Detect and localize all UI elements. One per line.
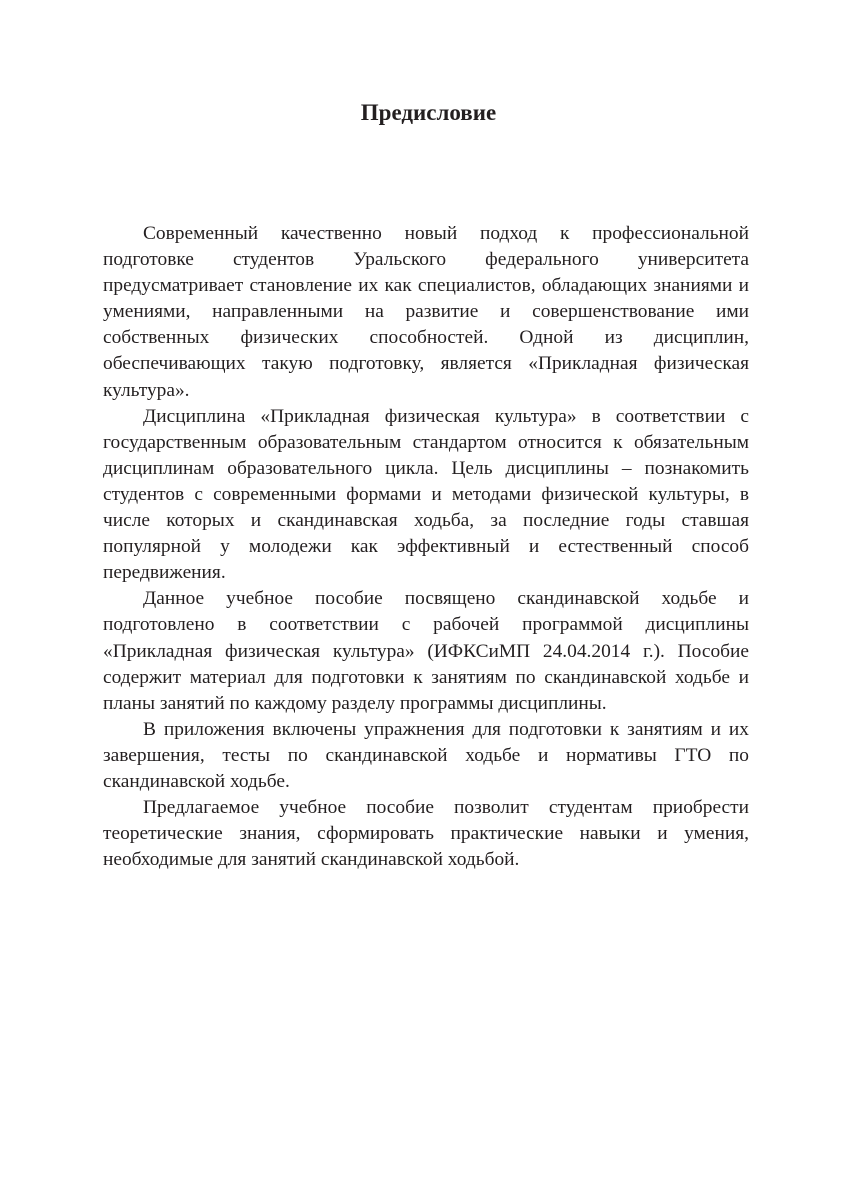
paragraph-5: Предлагаемое учебное пособие позволит студентам приобрести теоретические знания, сформировать практические навыки и умения, необходимые для занятий скандинавской ходьбой. — [103, 797, 749, 871]
paragraph-3: Данное учебное пособие посвящено скандинавской ходьбе и подготовлено в соответствии с рабочей программой дисциплины «Прикладная физическая культура» (ИФКСиМП 24.04.2014 г.). Пособие содержит материал для подготовки к занятиям по скандинавской ходьбе и планы занятий по каждому разделу программы дисциплины. — [103, 588, 749, 714]
paragraph-2: Дисциплина «Прикладная физическая культура» в соответствии с государственным образовательным стандартом относится к обязательным дисциплинам образовательного цикла. Цель дисциплины – познакомить студентов с современными формами и методами физической культуры, в числе которых и скандинавская ходьба, за последние годы ставшая популярной у молодежи как эффективный и естественный способ передвижения. — [103, 405, 749, 584]
body-text — [103, 221, 749, 873]
paragraph-1: Современный качественно новый подход к профессиональной подготовке студентов Уральского федерального университета предусматривает становление их как специалистов, обладающих знаниями и умениями, направленными на развитие и совершенствование ими собственных физических способностей. Одной из дисциплин, обеспечивающих такую подготовку, является «Прикладная физическая культура». — [103, 223, 749, 401]
paragraph-4: В приложения включены упражнения для подготовки к занятиям и их завершения, тесты по скандинавской ходьбе и нормативы ГТО по скандинавской ходьбе. — [103, 718, 749, 792]
page-title: Предисловие — [360, 100, 497, 125]
